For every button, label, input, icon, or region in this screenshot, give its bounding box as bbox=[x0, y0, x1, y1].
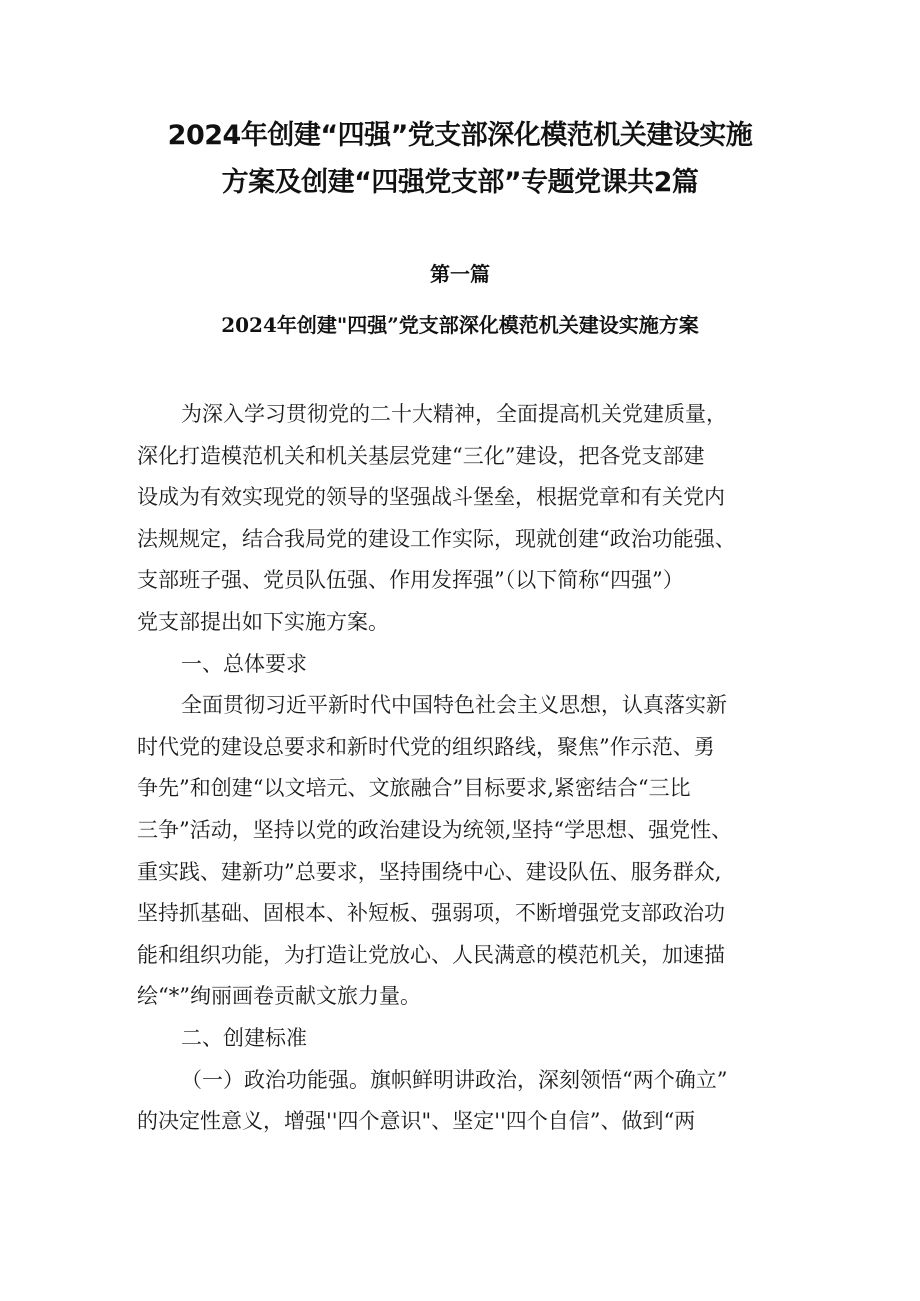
body-text bbox=[137, 394, 797, 1143]
paragraph-line: 绘“*”绚丽画卷贡献文旅力量。 bbox=[137, 984, 421, 1009]
paragraph-line: 全面贯彻习近平新时代中国特色社会主义思想，认真落实新 bbox=[181, 693, 727, 718]
chapter-title: 2024年创建"四强”党支部深化模范机关建设实施方案 bbox=[221, 313, 699, 337]
document-title bbox=[60, 112, 860, 206]
paragraph-line: 三争”活动，坚持以党的政治建设为统领,坚持“学思想、强党性、 bbox=[137, 817, 733, 842]
paragraph-line: 重实践、建新功”总要求，坚持围绕中心、建设队伍、服务群众, bbox=[137, 859, 722, 884]
document-title-line-1: 2024年创建“四强”党支部深化模范机关建设实施 bbox=[167, 120, 753, 151]
chapter-label: 第一篇 bbox=[430, 262, 490, 286]
paragraph-line: 支部班子强、党员队伍强、作用发挥强”（以下简称“四强”） bbox=[137, 568, 684, 593]
paragraph-line: 法规规定，结合我局党的建设工作实际，现就创建“政治功能强、 bbox=[137, 526, 736, 551]
paragraph-line: 党支部提出如下实施方案。 bbox=[137, 609, 389, 634]
paragraph-line: （一）政治功能强。旗帜鲜明讲政治，深刻领悟“两个确立” bbox=[181, 1067, 728, 1092]
paragraph-line: 能和组织功能，为打造让党放心、人民满意的模范机关，加速描 bbox=[137, 942, 725, 967]
paragraph-line: 为深入学习贯彻党的二十大精神，全面提高机关党建质量， bbox=[181, 402, 727, 426]
paragraph-line: 的决定性意义，增强''四个意识"、坚定''四个自信”、做到“两 bbox=[137, 1109, 696, 1134]
paragraph-line: 设成为有效实现党的领导的坚强战斗堡垒，根据党章和有关党内 bbox=[137, 485, 725, 510]
document-title-line-2: 方案及创建“四强党支部”专题党课共2篇 bbox=[221, 167, 699, 198]
paragraph-line: 争先”和创建“以文培元、文旅融合”目标要求,紧密结合“三比 bbox=[137, 776, 691, 801]
paragraph-line: 二、创建标准 bbox=[181, 1025, 307, 1050]
paragraph-line: 一、总体要求 bbox=[181, 651, 307, 676]
paragraph-line: 时代党的建设总要求和新时代党的组织路线，聚焦”作示范、勇 bbox=[137, 734, 715, 759]
paragraph-line: 深化打造模范机关和机关基层党建“三化”建设，把各党支部建 bbox=[137, 443, 705, 468]
paragraph-line: 坚持抓基础、固根本、补短板、强弱项，不断增强党支部政治功 bbox=[137, 901, 725, 926]
